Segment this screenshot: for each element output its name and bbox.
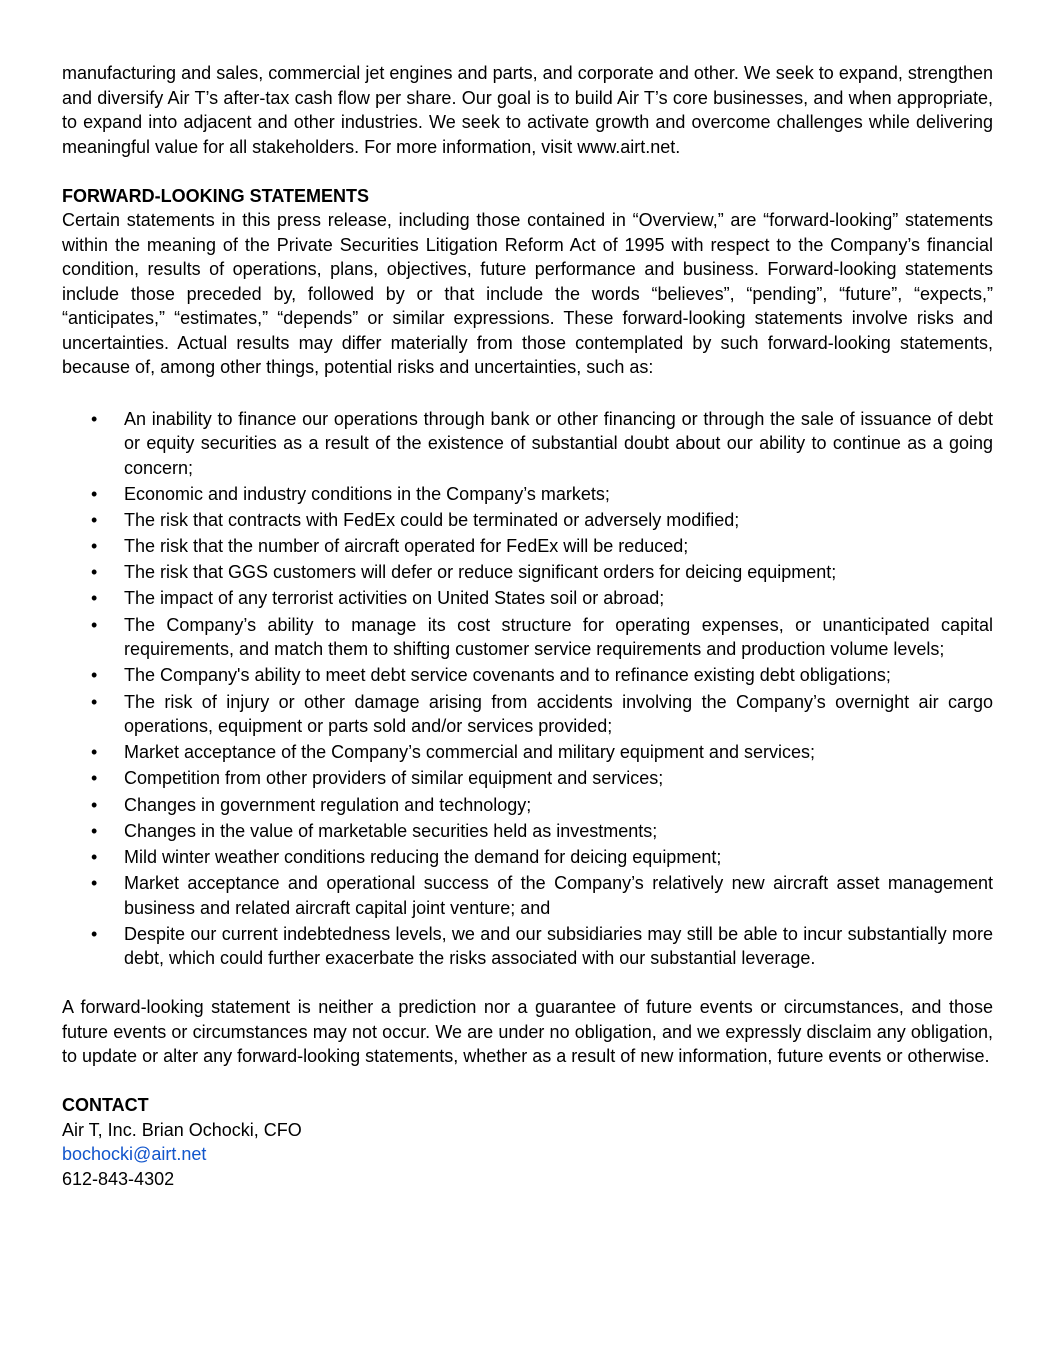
bullet-icon: •	[91, 873, 98, 894]
risk-list-item	[62, 740, 993, 765]
bullet-icon: •	[91, 408, 98, 429]
risk-list-item	[62, 508, 993, 533]
risk-text: Market acceptance of the Company’s commercial and military equipment and services;	[124, 742, 815, 763]
risk-list-item	[62, 534, 993, 559]
risk-text: The risk that the number of aircraft operated for FedEx will be reduced;	[124, 536, 689, 557]
contact-heading: CONTACT	[62, 1095, 149, 1116]
bullet-icon: •	[91, 588, 98, 609]
bullet-icon: •	[91, 820, 98, 841]
risk-text: Market acceptance and operational success of the Company’s relatively new aircraft asset management business and related aircraft capital joint venture; and	[124, 873, 993, 918]
fls-closing-paragraph: A forward-looking statement is neither a prediction nor a guarantee of future events or circumstances, and those future events or circumstances may not occur. We are under no obligation, and we expressly disclaim any obligation, to update or alter any forward-looking statements, whether as a result of new information, future events or otherwise.	[62, 997, 993, 1067]
risk-list-item	[62, 845, 993, 870]
risk-list	[62, 407, 993, 971]
bullet-icon: •	[91, 768, 98, 789]
risk-list-item	[62, 871, 993, 920]
risk-list-item	[62, 560, 993, 585]
bullet-icon: •	[91, 923, 98, 944]
risk-list-item	[62, 690, 993, 739]
bullet-icon: •	[91, 794, 98, 815]
risk-list-item	[62, 407, 993, 481]
fls-heading: FORWARD-LOOKING STATEMENTS	[62, 185, 369, 206]
risk-text: The risk of injury or other damage arising from accidents involving the Company’s overnight air cargo operations, equipment or parts sold and/or services provided;	[124, 691, 993, 736]
risk-list-item	[62, 482, 993, 507]
fls-paragraph: Certain statements in this press release, including those contained in “Overview,” are “forward-looking” statements within the meaning of the Private Securities Litigation Reform Act of 1995 with respect to the Company’s financial condition, results of operations, plans, objectives, future performance and business. Forward-looking statements include those preceded by, followed by or that include the words “believes”, “pending”, “future”, “expects,” “anticipates,” “estimates,” “depends” or similar expressions. These forward-looking statements involve risks and uncertainties. Actual results may differ materially from those contemplated by such forward-looking statements, because of, among other things, potential risks and uncertainties, such as:	[62, 210, 993, 377]
contact-phone: 612-843-4302	[62, 1168, 175, 1189]
risk-text: Changes in the value of marketable securities held as investments;	[124, 820, 658, 841]
contact-email-link[interactable]: bochocki@airt.net	[62, 1144, 207, 1165]
risk-text: Despite our current indebtedness levels, we and our subsidiaries may still be able to incur substantially more debt, which could further exacerbate the risks associated with our substantial leverage.	[124, 923, 993, 969]
bullet-icon: •	[91, 483, 98, 504]
risk-text: The risk that GGS customers will defer or reduce significant orders for deicing equipment;	[124, 562, 837, 583]
risk-text: The impact of any terrorist activities on United States soil or abroad;	[124, 588, 665, 609]
risk-list-item	[62, 663, 993, 688]
risk-text: The Company's ability to meet debt service covenants and to refinance existing debt obligations;	[124, 665, 891, 686]
risk-list-item	[62, 922, 993, 971]
risk-text: The risk that contracts with FedEx could be terminated or adversely modified;	[124, 509, 740, 530]
risk-text: An inability to finance our operations through bank or other financing or through the sale of issuance of debt or equity securities as a result of the existence of substantial doubt about our ability to continue as a going concern;	[124, 408, 993, 478]
risk-list-item	[62, 819, 993, 844]
risk-list-item	[62, 586, 993, 611]
intro-paragraph: manufacturing and sales, commercial jet engines and parts, and corporate and other. We seek to expand, strengthen and diversify Air T’s after-tax cash flow per share. Our goal is to build Air T’s core businesses, and when appropriate, to expand into adjacent and other industries. We seek to activate growth and overcome challenges while delivering meaningful value for all stakeholders. For more information, visit www.airt.net.	[62, 63, 993, 157]
risk-list-item	[62, 793, 993, 818]
document-page	[62, 61, 993, 1191]
bullet-icon: •	[91, 509, 98, 530]
risk-list-item	[62, 613, 993, 662]
contact-name: Air T, Inc. Brian Ochocki, CFO	[62, 1119, 302, 1140]
bullet-icon: •	[91, 562, 98, 583]
bullet-icon: •	[91, 614, 98, 635]
risk-text: Changes in government regulation and technology;	[124, 794, 532, 815]
bullet-icon: •	[91, 665, 98, 686]
risk-text: Mild winter weather conditions reducing the demand for deicing equipment;	[124, 846, 722, 867]
risk-text: Competition from other providers of similar equipment and services;	[124, 768, 664, 789]
risk-text: Economic and industry conditions in the Company’s markets;	[124, 483, 610, 504]
bullet-icon: •	[91, 536, 98, 557]
bullet-icon: •	[91, 691, 98, 712]
bullet-icon: •	[91, 846, 98, 867]
risk-text: The Company’s ability to manage its cost structure for operating expenses, or unanticipated capital requirements, and match them to shifting customer service requirements and production volume levels;	[124, 614, 993, 660]
risk-list-item	[62, 766, 993, 791]
bullet-icon: •	[91, 742, 98, 763]
